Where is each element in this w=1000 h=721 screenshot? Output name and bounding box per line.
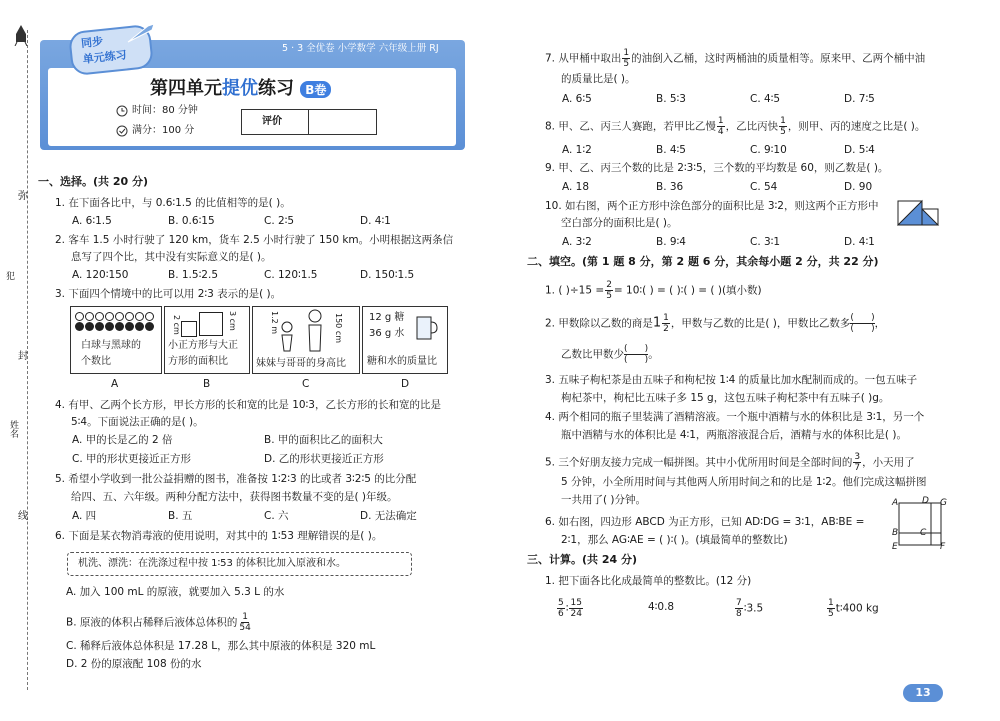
option[interactable]: C. 4∶5: [750, 93, 781, 105]
binding-label: 弥: [18, 191, 28, 202]
question: 一共用了( )分钟。: [561, 494, 647, 506]
series-badge: 同步 单元练习: [68, 24, 154, 76]
question: 3. 五味子枸杞茶是由五味子和枸杞按 1∶4 的质量比加水配制而成的。一包五味子: [545, 374, 918, 386]
option[interactable]: C. 稀释后液体总体积是 17.28 L，那么其中原液的体积是 320 mL: [66, 640, 376, 652]
time-label: 时间：80 分钟: [132, 105, 198, 116]
option[interactable]: C. 甲的形状更接近正方形: [72, 453, 192, 465]
eval-label: 评价: [262, 116, 282, 127]
option[interactable]: B. 5∶3: [656, 93, 686, 105]
question: 7. 从甲桶中取出 $\frac{1}{5}$ 的油倒入乙桶，这时两桶油的质量相等。原来甲、乙两个桶中油: [545, 48, 926, 69]
boy-icon: [305, 309, 325, 353]
squares-figure: [897, 198, 945, 226]
question: 2∶1，那么 AG∶AE = ( )∶( )。(填最简单的整数比): [561, 534, 788, 546]
question: 8. 甲、乙、丙三人赛跑，若甲比乙慢 $\frac{1}{4}$ ，乙比丙快 $\frac{1}{5}$ ，则甲、丙的速度之比是( )。: [545, 116, 926, 137]
option[interactable]: D. 7∶5: [844, 93, 875, 105]
square-figure: A D G B C E F: [892, 496, 947, 552]
scenario-box-a[interactable]: 白球与黑球的 个数比: [70, 306, 162, 374]
question: 给四、五、六年级。两种分配方法中，获得图书数量不变的是( )年级。: [71, 491, 398, 503]
question: 2. 客车 1.5 小时行驶了 120 km，货车 2.5 小时行驶了 150 km。小明根据这两条信: [55, 234, 454, 246]
scenario-box-d[interactable]: 12 g 糖 36 g 水 糖和水的质量比: [362, 306, 448, 374]
question: 空白部分的面积比是( )。: [561, 217, 678, 229]
option[interactable]: D. 90: [844, 181, 873, 193]
option[interactable]: D. 5∶4: [844, 144, 875, 156]
girl-icon: [279, 321, 295, 353]
option[interactable]: A. 四: [72, 510, 97, 522]
question: 乙数比甲数少 $\frac{( )}{( )}$ 。: [561, 344, 659, 365]
binding-margin: [0, 0, 32, 721]
question: 息写了四个比，其中没有实际意义的是( )。: [71, 251, 272, 263]
question: 4. 两个相同的瓶子里装满了酒精溶液。一个瓶中酒精与水的体积比是 3∶1，另一个: [545, 411, 925, 423]
blank-fraction[interactable]: $\frac{( )}{( )}$: [850, 313, 875, 334]
binding-label: 封: [18, 351, 28, 362]
option[interactable]: A. 120∶150: [72, 269, 129, 281]
check-icon: [116, 125, 128, 137]
question: 3. 下面四个情境中的比可以用 2∶3 表示的是( )。: [55, 288, 282, 300]
option[interactable]: D. 2 份的原液配 108 份的水: [66, 658, 202, 670]
option[interactable]: A. 1∶2: [562, 144, 592, 156]
balls-icon: [75, 311, 155, 331]
option[interactable]: B. 原液的体积占稀释后液体总体积的 $\frac{1}{54}$: [66, 612, 251, 633]
question: 9. 甲、乙、丙三个数的比是 2∶3∶5，三个数的平均数是 60，则乙数是( )。: [545, 162, 889, 174]
option[interactable]: C. 9∶10: [750, 144, 787, 156]
option[interactable]: D. 150∶1.5: [360, 269, 415, 281]
question: 10. 如右图，两个正方形中涂色部分的面积比是 3∶2，则这两个正方形中: [545, 200, 879, 212]
option[interactable]: D. 4∶1: [360, 215, 391, 227]
option[interactable]: B. 1.5∶2.5: [168, 269, 219, 281]
calc-item: 4∶0.8: [648, 601, 675, 613]
option[interactable]: A. 加入 100 mL 的原液，就要加入 5.3 L 的水: [66, 586, 285, 598]
question: 1. ( )÷15 = $\frac{2}{5}$ = 10∶( ) = ( )∶( ) = ( )(填小数): [545, 280, 762, 301]
rocket-icon: [126, 22, 156, 44]
option[interactable]: B. 五: [168, 510, 193, 522]
evaluation-box[interactable]: [241, 109, 377, 135]
option-label: D: [401, 378, 410, 390]
question: 4. 有甲、乙两个长方形，甲长方形的长和宽的比是 10∶3，乙长方形的长和宽的比是: [55, 399, 441, 411]
calc-item: $\frac{1}{5}$ t∶400 kg: [828, 598, 879, 619]
question: 6. 下面是某衣物消毒液的使用说明，对其中的 1∶53 理解错误的是( )。: [55, 530, 383, 542]
option[interactable]: C. 2∶5: [264, 215, 295, 227]
option[interactable]: A. 甲的长是乙的 2 倍: [72, 434, 173, 446]
small-square: [181, 321, 197, 337]
question: 5∶4。下面说法正确的是( )。: [71, 416, 204, 428]
option[interactable]: B. 9∶4: [656, 236, 686, 248]
binding-label: 犯: [6, 272, 16, 282]
option[interactable]: D. 无法确定: [360, 510, 417, 522]
question: 的质量比是( )。: [561, 73, 636, 85]
option[interactable]: B. 0.6∶15: [168, 215, 215, 227]
question: 瓶中酒精与水的体积比是 4∶1，两瓶溶液混合后，酒精与水的体积比是( )。: [561, 429, 907, 441]
option[interactable]: C. 3∶1: [750, 236, 781, 248]
clock-icon: [116, 105, 128, 117]
scenario-box-b[interactable]: 2 cm 3 cm 小正方形与大正 方形的面积比: [164, 306, 250, 374]
option[interactable]: A. 3∶2: [562, 236, 592, 248]
section-title: 二、填空。(第 1 题 8 分，第 2 题 6 分，其余每小题 2 分，共 22 分): [527, 255, 879, 268]
option[interactable]: C. 120∶1.5: [264, 269, 318, 281]
option[interactable]: A. 6∶5: [562, 93, 592, 105]
option[interactable]: C. 六: [264, 510, 289, 522]
question: 2. 甲数除以乙数的商是1 $\frac{1}{2}$ ，甲数与乙数的比是( )，甲数比乙数多 $\frac{( )}{( )}$ ，: [545, 313, 886, 334]
score-label: 满分：100 分: [132, 125, 195, 136]
option[interactable]: B. 甲的面积比乙的面积大: [264, 434, 383, 446]
question: 1. 把下面各比化成最简单的整数比。(12 分): [545, 575, 752, 587]
instruction-note: 机洗、漂洗：在洗涤过程中按 1∶53 的体积比加入原液和水。: [67, 552, 412, 576]
section-title: 三、计算。(共 24 分): [527, 553, 638, 566]
question: 1. 在下面各比中，与 0.6∶1.5 的比值相等的是( )。: [55, 197, 291, 209]
question: 6. 如右图，四边形 ABCD 为正方形，已知 AD∶DG = 3∶1，AB∶BE =: [545, 516, 865, 528]
cup-icon: [415, 315, 439, 341]
section-title: 一、选择。(共 20 分): [38, 175, 149, 188]
option[interactable]: D. 4∶1: [844, 236, 875, 248]
option[interactable]: B. 4∶5: [656, 144, 686, 156]
option[interactable]: A. 6∶1.5: [72, 215, 112, 227]
option-label: B: [203, 378, 211, 390]
question: 5 分钟，小全所用时间与其他两人所用时间之和的比是 1∶2。他们完成这幅拼图: [561, 476, 927, 488]
large-square: [199, 312, 223, 336]
blank-fraction[interactable]: $\frac{( )}{( )}$: [624, 344, 649, 365]
page-number: 13: [903, 684, 943, 702]
series-info: 5 · 3 全优卷 小学数学 六年级上册 RJ: [282, 43, 439, 54]
binding-label: 线: [18, 511, 28, 522]
option-label: C: [302, 378, 310, 390]
question: 枸杞茶中，枸杞比五味子多 15 g，这包五味子枸杞茶中有五味子( )g。: [561, 392, 890, 404]
option-label: A: [111, 378, 119, 390]
option[interactable]: B. 36: [656, 181, 684, 193]
question: 5. 三个好朋友接力完成一幅拼图。其中小优所用时间是全部时间的 $\frac{3}{7}$ ，小天用了: [545, 452, 915, 473]
calc-item: $\frac{7}{8}$ ∶3.5: [736, 598, 764, 619]
title-badge: B卷: [300, 81, 331, 98]
rocket-icon: [14, 24, 28, 46]
option[interactable]: A. 18: [562, 181, 590, 193]
calc-item: $\frac{5}{6}$ ∶ $\frac{15}{24}$: [558, 598, 582, 619]
binding-label: 姓名: [8, 420, 18, 438]
question: 5. 希望小学收到一批公益捐赠的图书，准备按 1∶2∶3 的比或者 3∶2∶5 的比分配: [55, 473, 417, 485]
page-title: 第四单元提优练习 B卷: [150, 74, 331, 98]
scenario-box-c[interactable]: 1.2 m 150 cm 妹妹与哥哥的身高比: [252, 306, 360, 374]
option[interactable]: C. 54: [750, 181, 778, 193]
option[interactable]: D. 乙的形状更接近正方形: [264, 453, 384, 465]
